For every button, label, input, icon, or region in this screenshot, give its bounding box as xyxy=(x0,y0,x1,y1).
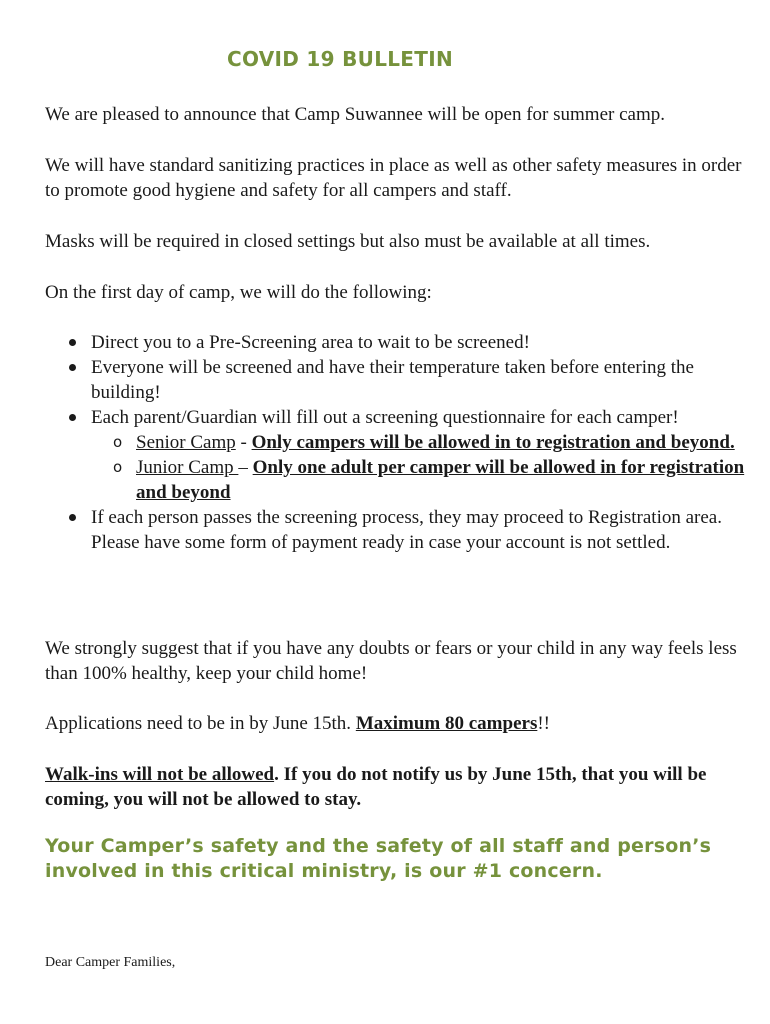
list-item-temperature xyxy=(45,355,760,405)
list-item-text: Everyone will be screened and have their temperature taken before entering the building! xyxy=(91,357,694,403)
intro-paragraph: We are pleased to announce that Camp Suwannee will be open for summer camp. xyxy=(45,104,665,125)
list-item-text: Direct you to a Pre-Screening area to wait to be screened! xyxy=(91,332,530,353)
sanitizing-paragraph: We will have standard sanitizing practices in place as well as other safety measures in order to promote good hygiene and safety for all campers and staff. xyxy=(45,155,742,201)
first-day-list xyxy=(45,330,760,555)
letter-greeting: Dear Camper Families, xyxy=(45,955,176,970)
masks-paragraph: Masks will be required in closed settings but also must be available at all times. xyxy=(45,231,651,252)
list-item-prescreening xyxy=(45,330,760,355)
junior-camp-rule: Only one adult per camper will be allowed in for registration and beyond xyxy=(136,457,745,503)
applications-exclaim: !! xyxy=(537,713,550,734)
safety-concern-statement: Your Camper’s safety and the safety of all staff and person’s involved in this critical ministry, is our #1 concern. xyxy=(45,835,712,882)
applications-text: Applications need to be in by June 15th. xyxy=(45,713,356,734)
junior-camp-label: Junior Camp xyxy=(136,457,239,478)
junior-camp-separator: – xyxy=(238,457,253,478)
senior-camp-separator: - xyxy=(235,432,252,453)
walkins-paragraph xyxy=(45,762,760,812)
list-item-questionnaire xyxy=(45,405,760,505)
maximum-campers: Maximum 80 campers xyxy=(355,713,538,734)
sublist-item-junior-camp xyxy=(91,455,760,505)
camp-rules-sublist xyxy=(91,430,760,505)
senior-camp-rule: Only campers will be allowed in to registration and beyond. xyxy=(251,432,735,453)
sublist-item-senior-camp xyxy=(91,430,760,455)
list-item-text: If each person passes the screening process, they may proceed to Registration area. Please have some form of payment ready in case your account is not settled. xyxy=(91,507,722,553)
first-day-lead: On the first day of camp, we will do the following: xyxy=(45,282,432,303)
senior-camp-label: Senior Camp xyxy=(136,432,236,453)
walkins-notice: Walk-ins will not be allowed xyxy=(45,764,275,785)
suggestion-paragraph: We strongly suggest that if you have any doubts or fears or your child in any way feels less than 100% healthy, keep your child home! xyxy=(45,638,737,684)
applications-paragraph xyxy=(45,711,760,736)
list-item-registration xyxy=(45,505,760,555)
page-title: COVID 19 BULLETIN xyxy=(227,47,453,71)
walkins-rest: . If you do not notify us by June 15th, that you will be coming, you will not be allowed to stay. xyxy=(45,764,707,810)
sub-bullet-marker: o xyxy=(113,433,123,451)
sub-bullet-marker: o xyxy=(113,458,123,476)
list-item-text: Each parent/Guardian will fill out a screening questionnaire for each camper! xyxy=(91,407,679,428)
